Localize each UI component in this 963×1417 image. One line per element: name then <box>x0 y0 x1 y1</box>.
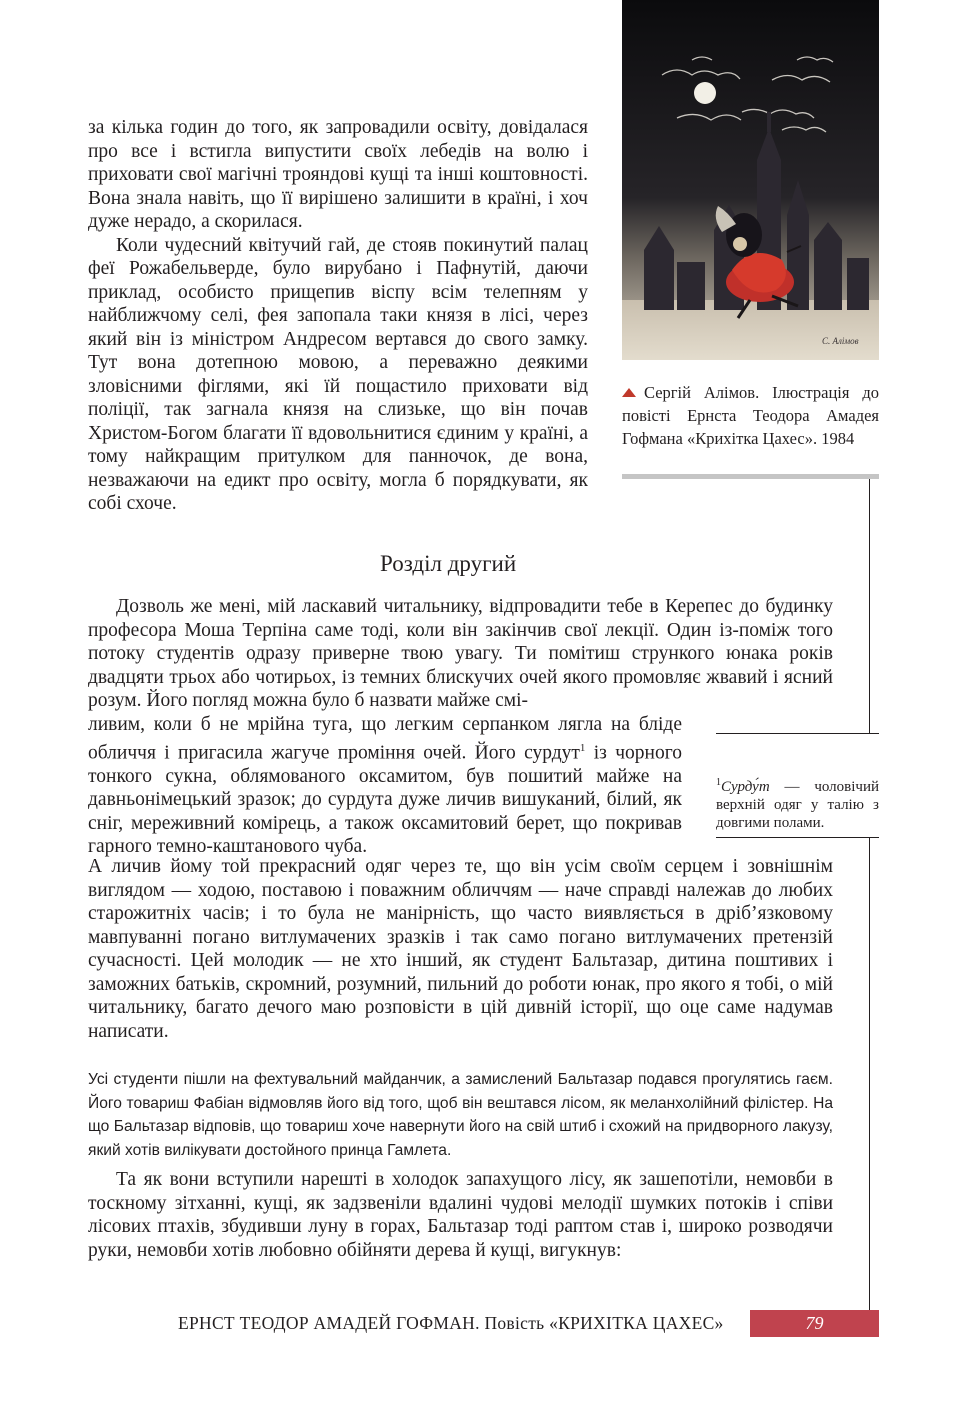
illustration-caption <box>622 381 879 450</box>
summary-block <box>88 1068 833 1162</box>
chapter-heading: Розділ другий <box>380 551 517 576</box>
footnote-term: Сурду́т <box>721 779 770 795</box>
footnote-rule-top <box>716 733 879 734</box>
illustration-signature: C. Алімов <box>822 336 859 346</box>
page-number: 79 <box>750 1310 879 1337</box>
top-paragraph-1: за кілька годин до того, як запровадили освіту, довідалася про все і встигла випустити своїх лебедів на волю і приховати свої магічні трояндові кущі та інші коштовності. Вона знала навіть, що її вирішено залишити в країні, і хоч дуже нерадо, а скорилася. <box>88 117 588 232</box>
top-paragraph-2: Коли чудесний квітучий гай, де стояв покинутий палац феї Рожабельверде, було вирубано і Пафнутій, даючи приклад, особисто прищепив віспу всім телепням у найближчому селі, фея запопала таки князя в лісі, через який він із міністром Андресом вертався до свого замку. Тут вона дотепною мовою, а переважно деякими зловісними фіглями, які їй пощастило приховати від поліції, так загнала князя на слизьке, що він почав Христом-Богом благати її вдовольнитися єдиним у країні, а тому найкращим притулком для панночок, де вона, незважаючи на едикт про освіту, могла б порядкувати, як собі схоче. <box>88 234 588 514</box>
caption-marker-icon <box>622 388 636 397</box>
footnote <box>716 774 879 832</box>
main-paragraph-narrow <box>88 713 682 859</box>
continuation-paragraph: Та як вони вступили нарешті в холодок запахущого лісу, як зашепотіли, немовби в тоскному зітханні, кущі, як задзвеніли вдалині чудові мелодії шумких потоків і співи лісових птахів, збудивши луну в горах, Бальтазар тоді раптом став і, широко розводячи руки, немовби хотів любовно обійняти дерева й кущі, вигукнув: <box>88 1169 833 1261</box>
summary-text: Усі студенти пішли на фехтувальний майданчик, а замислений Бальтазар подався прогулятись гаєм. Його товариш Фабіан відмовляв його від того, щоб він вештався лісом, як меланхолійний філістер. На що Бальтазар відповів, що товариш хоче навернути його на свій штиб і схожий на придворного лакузу, який хотів вилікувати достойного принца Гамлета. <box>88 1071 833 1159</box>
margin-rule-lower <box>869 837 870 1311</box>
caption-text: Сергій Алімов. Ілюстрація до повісті Ернста Теодора Амадея Гофмана «Крихітка Цахес». 1984 <box>622 383 879 448</box>
illustration-image <box>622 0 879 360</box>
footnote-number: 1 <box>716 777 721 788</box>
caption-divider <box>622 474 879 479</box>
main-paragraph-top: Дозволь же мені, мій ласкавий читальнику, відпровадити тебе в Керепес до будинку професора Моша Терпіна саме тоді, коли він закінчив свої лекції. Один із-поміж того потоку студентів одразу приверне твою увагу. Ти помітиш стрункого юнака років двадцяти трьох або чотирьох, із темних блискучих очей якого промовляє жвавий і ясний розум. Його погляд можна було б назвати майже смі- <box>88 596 833 711</box>
footnote-rule-bottom <box>716 837 879 838</box>
illustration <box>622 0 879 360</box>
top-text-block <box>88 116 588 516</box>
footnote-definition: — чоловічий верхній одяг у талію з довгими полами. <box>716 779 879 831</box>
footnote-reference: 1 <box>579 741 586 754</box>
margin-rule-upper <box>869 479 870 733</box>
main-paragraph-narrow-a: ливим, коли б не мрійна туга, що легким серпанком лягла на бліде обличчя і пригасила жагуче проміння очей. Його сурдут <box>88 714 682 763</box>
running-title: ЕРНСТ ТЕОДОР АМАДЕЙ ГОФМАН. Повість «КРИХІТКА ЦАХЕС» <box>178 1313 724 1333</box>
main-paragraph-bottom: А личив йому той прекрасний одяг через те, що він усім своїм серцем і зовнішнім виглядом — ходою, поставою і поважним обличчям — наче справді належав до любих старожитніх часів; і то була не манірність, що часто виявляється в дріб’язковому мавпуванні погано витлумачених зразків і так само погано витлумачених претензій сучасності. Цей молодик — не хто інший, як студент Бальтазар, дитина поштивих і заможних батьків, скромний, розумний, пильний до роботи юнак, про якого я тобі, о мій читальнику, багато дечого маю розповісти в цій дивній історії, що оце саме надумав написати. <box>88 856 833 1042</box>
main-paragraph-narrow-b: із чорного тонкого сукна, облямованого оксамитом, був пошитий майже на давньонімецький зразок; до сурдута дуже личив вишуканий, білий, як сніг, мереживний комірець, а також оксамитовий берет, що покривав гарного темно-каштанового чуба. <box>88 742 682 857</box>
